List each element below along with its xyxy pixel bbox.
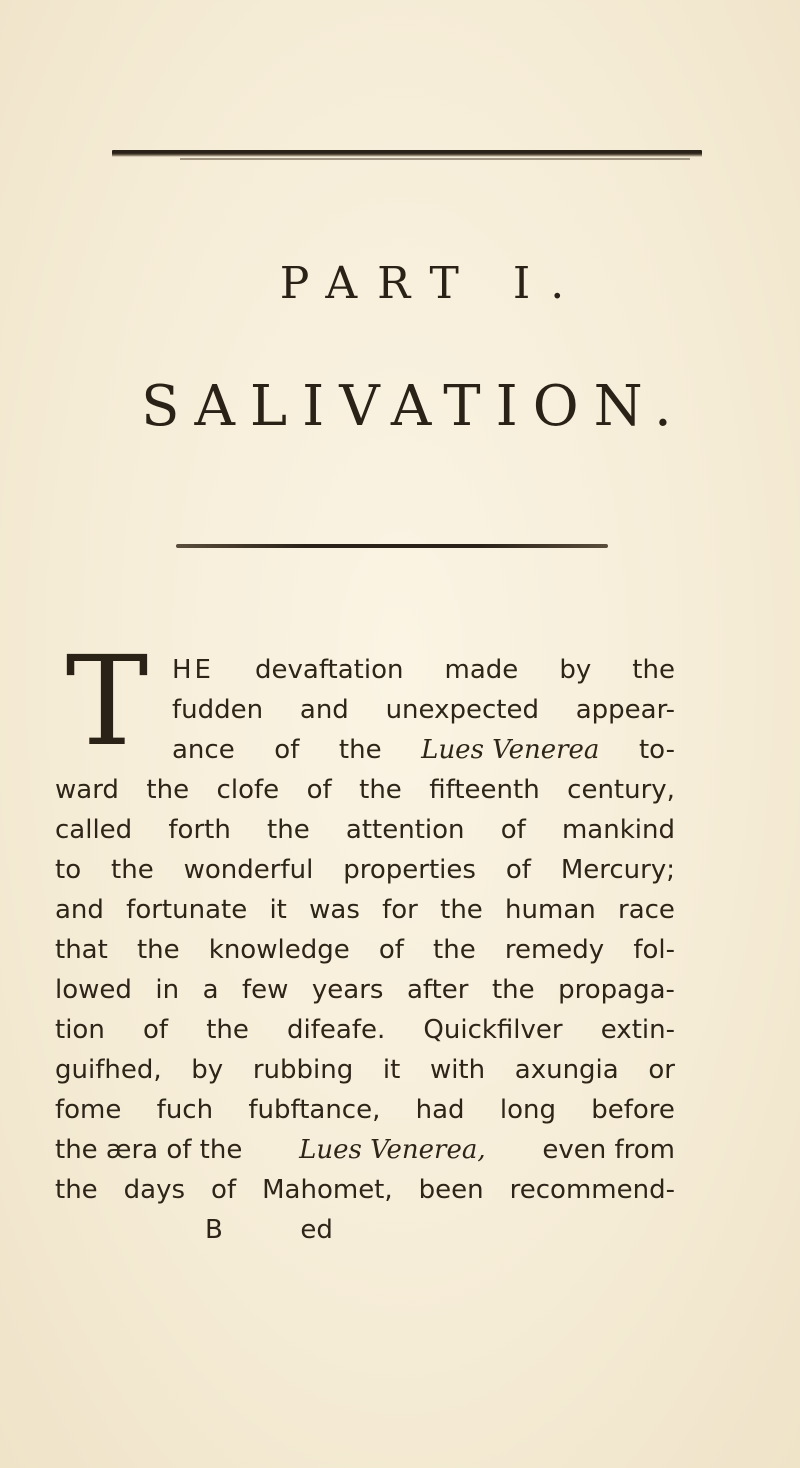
word: ward xyxy=(55,775,119,805)
word: rubbing xyxy=(252,1055,354,1085)
text-line xyxy=(55,1010,675,1050)
word: the xyxy=(267,815,310,845)
word: few xyxy=(242,975,289,1005)
word: and xyxy=(55,895,104,925)
word: the xyxy=(359,775,402,805)
signature-line xyxy=(55,1210,675,1250)
word: clofe xyxy=(216,775,280,805)
word: the xyxy=(440,895,483,925)
word: or xyxy=(648,1055,675,1085)
word: the xyxy=(136,935,180,965)
word: fubftance, xyxy=(248,1095,381,1125)
word: mankind xyxy=(561,815,675,845)
italic-term: Lues Venerea xyxy=(421,735,600,765)
word: before xyxy=(591,1095,675,1125)
word: a xyxy=(202,975,219,1005)
text-line: ance of the Lues Venerea to- xyxy=(55,730,675,770)
word: for xyxy=(382,895,418,925)
word: the xyxy=(433,935,476,965)
text-line xyxy=(55,930,675,970)
text-line xyxy=(55,970,675,1010)
text-line: fudden and unexpected appear- xyxy=(172,695,675,725)
word: the xyxy=(491,975,535,1005)
word: knowledge xyxy=(208,935,350,965)
word: it xyxy=(382,1055,401,1085)
text-line: HE devaftation made by the xyxy=(172,655,675,685)
word: Mercury; xyxy=(560,855,675,885)
word: fifteenth xyxy=(429,775,540,805)
word: to xyxy=(55,855,82,885)
word: the xyxy=(111,855,154,885)
word: recommend- xyxy=(509,1175,675,1205)
word: extin- xyxy=(600,1015,675,1045)
text-line xyxy=(55,1170,675,1210)
text-line: the æra of the Lues Venerea, even from xyxy=(55,1130,675,1170)
word: by xyxy=(191,1055,224,1085)
word: of xyxy=(142,1015,169,1045)
text-line xyxy=(55,770,675,810)
word: forth xyxy=(168,815,231,845)
word: fome xyxy=(55,1095,122,1125)
text-line xyxy=(55,850,675,890)
drop-cap: T xyxy=(65,630,149,774)
word: the xyxy=(55,1175,98,1205)
word: after xyxy=(406,975,469,1005)
word: human xyxy=(505,895,596,925)
word: days xyxy=(123,1175,186,1205)
word: with xyxy=(429,1055,486,1085)
top-thin-rule xyxy=(180,158,690,160)
signature-mark: B xyxy=(205,1215,223,1245)
word: of xyxy=(378,935,404,965)
word: guifhed, xyxy=(55,1055,162,1085)
italic-term: Lues Venerea, xyxy=(299,1135,486,1165)
chapter-title: SALIVATION. xyxy=(141,374,687,439)
word: long xyxy=(499,1095,556,1125)
top-ornamental-rule xyxy=(112,150,702,157)
word: axungia xyxy=(514,1055,619,1085)
text-line xyxy=(55,1090,675,1130)
word: of xyxy=(505,855,531,885)
word: Mahomet, xyxy=(262,1175,393,1205)
word: fol- xyxy=(633,935,675,965)
text-line xyxy=(55,1050,675,1090)
text-line xyxy=(55,810,675,850)
word: tion xyxy=(55,1015,105,1045)
word: that xyxy=(55,935,108,965)
word: lowed xyxy=(55,975,132,1005)
word: Quickfilver xyxy=(423,1015,563,1045)
word: fortunate xyxy=(126,895,248,925)
word: fuch xyxy=(156,1095,214,1125)
word: race xyxy=(618,895,675,925)
word: the xyxy=(206,1015,249,1045)
word: wonderful xyxy=(183,855,314,885)
word: was xyxy=(309,895,360,925)
word: of xyxy=(306,775,332,805)
word: century, xyxy=(567,775,675,805)
word: of xyxy=(211,1175,237,1205)
word: the xyxy=(146,775,190,805)
word: called xyxy=(55,815,133,845)
word: difeafe. xyxy=(287,1015,386,1045)
text-line xyxy=(55,890,675,930)
word: had xyxy=(415,1095,465,1125)
part-heading: PART I. xyxy=(279,258,585,309)
word: of xyxy=(500,815,526,845)
catchword: ed xyxy=(300,1215,333,1245)
word: years xyxy=(311,975,384,1005)
word: properties xyxy=(343,855,476,885)
word: in xyxy=(155,975,180,1005)
section-divider-rule xyxy=(176,544,608,548)
word: been xyxy=(418,1175,484,1205)
word: remedy xyxy=(504,935,605,965)
word: attention xyxy=(345,815,465,845)
body-paragraph xyxy=(55,630,675,1250)
word: it xyxy=(269,895,287,925)
word: propaga- xyxy=(558,975,675,1005)
